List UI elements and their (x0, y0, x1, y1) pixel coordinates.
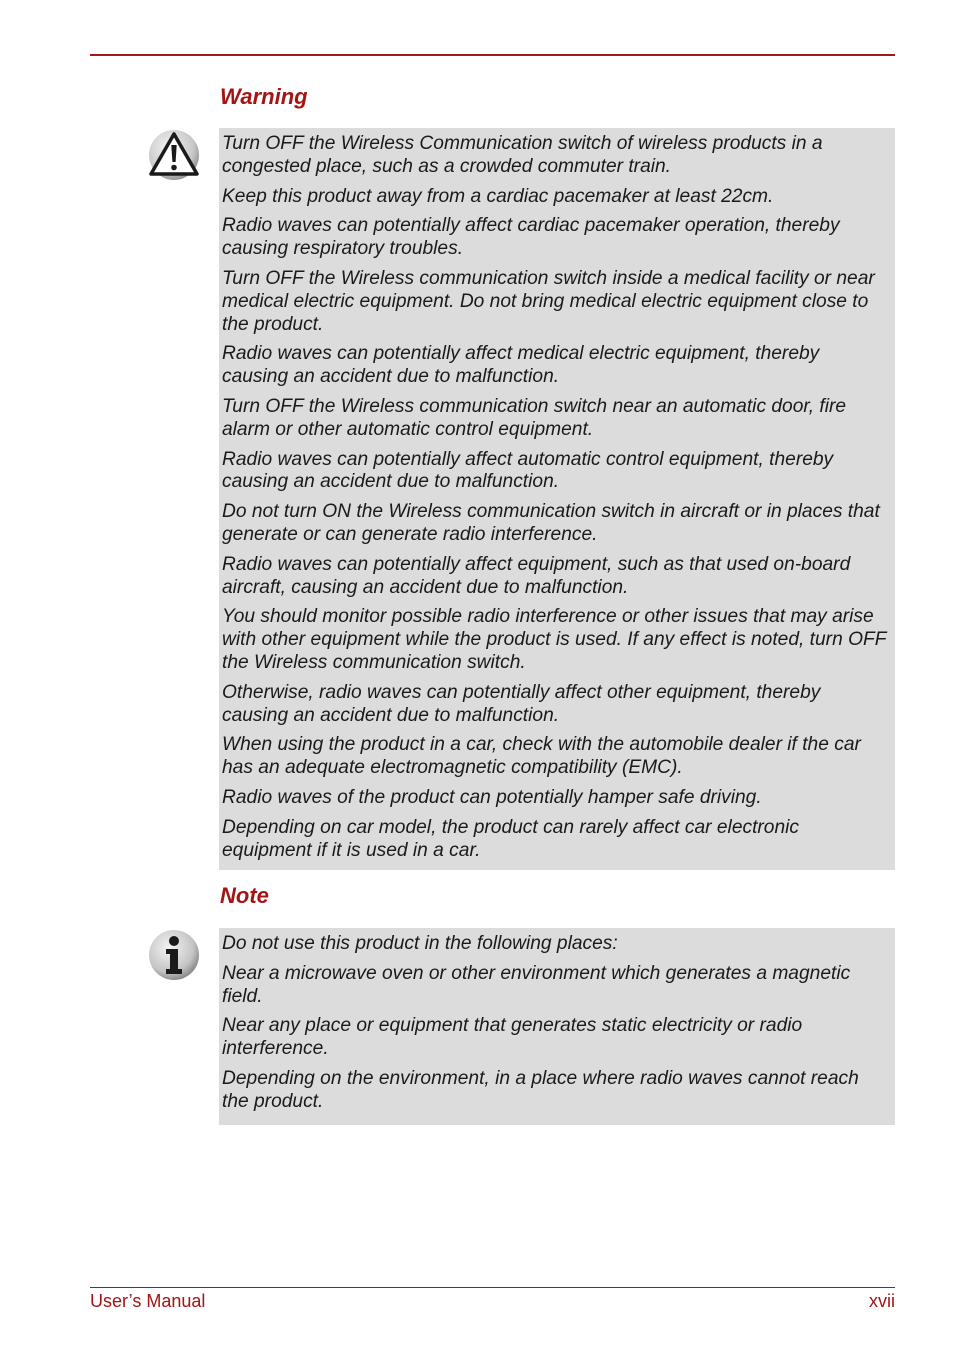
note-paragraph: Near a microwave oven or other environment which generates a magnetic field. (222, 962, 851, 1007)
warning-paragraph: Do not turn ON the Wireless communication switch in aircraft or in places that generate or can generate radio interference. (222, 501, 880, 545)
note-paragraph: Do not use this product in the following places: (222, 933, 618, 954)
warning-heading: Warning (220, 84, 308, 109)
info-icon (147, 928, 201, 982)
note-box (219, 928, 895, 1125)
warning-paragraph: Depending on car model, the product can rarely affect car electronic equipment if it is used in a car. (222, 816, 800, 861)
warning-paragraph: Radio waves can potentially affect automatic control equipment, thereby causing an accident due to malfunction. (222, 448, 834, 493)
warning-triangle-icon (147, 128, 201, 182)
note-paragraph: Near any place or equipment that generates static electricity or radio interference. (222, 1015, 803, 1060)
warning-paragraph: Radio waves can potentially affect medical electric equipment, thereby causing an accident due to malfunction. (222, 343, 820, 388)
footer-manual-title: User’s Manual (90, 1291, 206, 1311)
warning-paragraph: Radio waves can potentially affect cardiac pacemaker operation, thereby causing respiratory troubles. (222, 215, 840, 260)
warning-paragraph: Radio waves can potentially affect equipment, such as that used on-board aircraft, causing an accident due to malfunction. (222, 553, 851, 598)
page-number: xvii (869, 1291, 895, 1311)
warning-paragraph: Keep this product away from a cardiac pacemaker at least 22cm. (222, 185, 774, 207)
warning-box (219, 128, 895, 870)
note-paragraph: Depending on the environment, in a place where radio waves cannot reach the product. (222, 1067, 859, 1112)
warning-paragraph: Radio waves of the product can potentially hamper safe driving. (222, 786, 762, 808)
warning-paragraph: Turn OFF the Wireless communication switch inside a medical facility or near medical electric equipment. Do not bring medical electric equipment close to the product. (222, 267, 875, 335)
header-rule (90, 54, 895, 56)
warning-paragraph: Turn OFF the Wireless Communication switch of wireless products in a congested place, such as a crowded commuter train. (222, 133, 823, 177)
warning-paragraph: When using the product in a car, check with the automobile dealer if the car has an adequate electromagnetic compatibility (EMC). (222, 734, 861, 779)
footer-rule (90, 1287, 895, 1288)
warning-paragraph: Turn OFF the Wireless communication switch near an automatic door, fire alarm or other automatic control equipment. (222, 395, 847, 440)
warning-paragraph: Otherwise, radio waves can potentially affect other equipment, thereby causing an accident due to malfunction. (222, 681, 821, 726)
warning-paragraph: You should monitor possible radio interference or other issues that may arise with other equipment while the product is used. If any effect is noted, turn OFF the Wireless communication switch. (222, 606, 887, 673)
note-heading: Note (220, 883, 269, 908)
